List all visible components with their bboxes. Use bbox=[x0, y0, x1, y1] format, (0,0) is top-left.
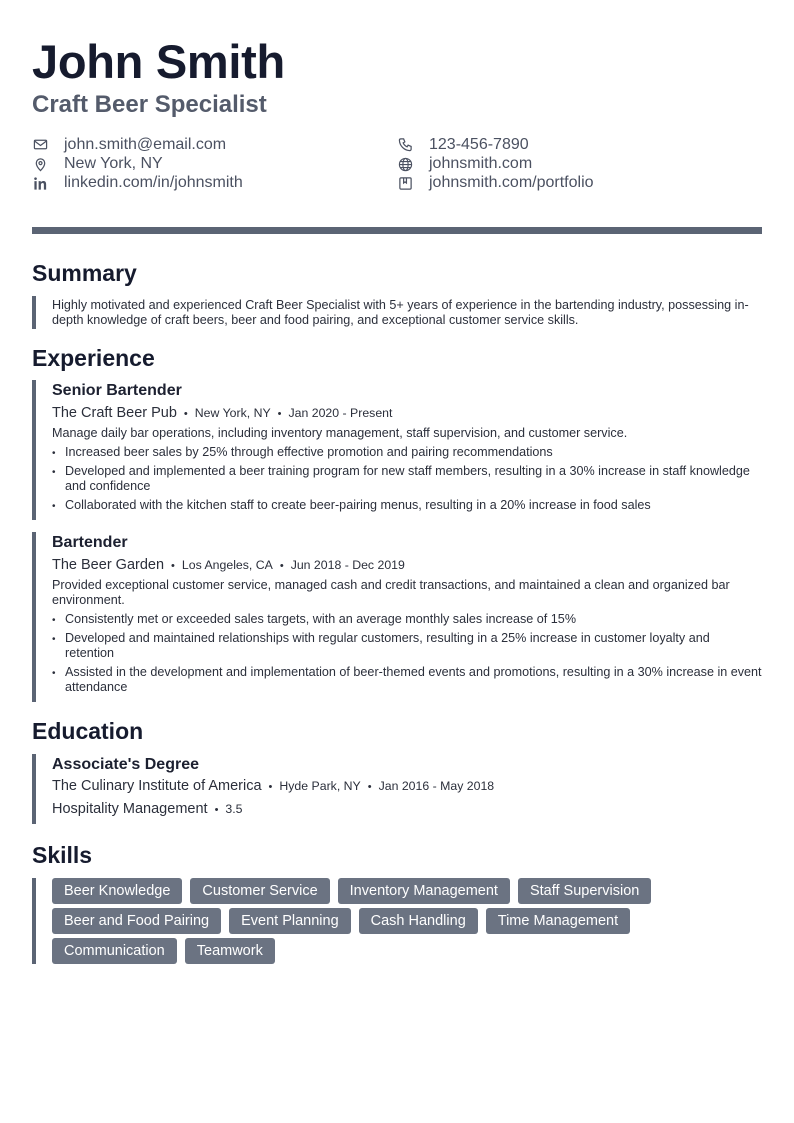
field-of-study: Hospitality Management bbox=[52, 800, 208, 817]
school-dates: Jan 2016 - May 2018 bbox=[378, 778, 495, 793]
job-dates: Jun 2018 - Dec 2019 bbox=[290, 558, 405, 573]
job-title: Senior Bartender bbox=[52, 382, 182, 400]
separator-dot: • bbox=[214, 803, 219, 816]
skill-chip: Customer Service bbox=[190, 878, 329, 904]
separator-dot: • bbox=[268, 780, 273, 793]
summary-text: Highly motivated and experienced Craft Beer Specialist with 5+ years of experience in the bartending industry, possessing in-depth knowledge of craft beers, beer and food pairing, and exceptional customer service skills. bbox=[52, 297, 749, 327]
list-item: • Assisted in the development and implementation of beer-themed events and promotions, resulting in a 30% increase in event attendance bbox=[52, 665, 762, 695]
job-title: Bartender bbox=[52, 534, 128, 552]
contact-linkedin[interactable] bbox=[32, 174, 397, 193]
skill-chip: Staff Supervision bbox=[518, 878, 651, 904]
candidate-title: Craft Beer Specialist bbox=[32, 91, 267, 119]
school-line bbox=[52, 775, 762, 798]
contact-location bbox=[32, 155, 397, 174]
contact-website-text: johnsmith.com bbox=[429, 155, 533, 173]
job-description: Provided exceptional customer service, managed cash and credit transactions, and maintained a clean and organized bar environment. bbox=[52, 578, 730, 608]
job-bullets bbox=[52, 612, 762, 695]
portfolio-icon bbox=[397, 175, 413, 191]
job-bullets bbox=[52, 445, 762, 513]
contact-email[interactable] bbox=[32, 135, 397, 154]
gpa-value: 3.5 bbox=[225, 801, 243, 816]
contact-location-text: New York, NY bbox=[64, 155, 163, 173]
summary-heading: Summary bbox=[32, 260, 137, 287]
skill-chip: Beer and Food Pairing bbox=[52, 908, 221, 934]
skill-chip: Cash Handling bbox=[359, 908, 478, 934]
contact-portfolio[interactable] bbox=[397, 174, 762, 193]
list-item: • Developed and maintained relationships with regular customers, resulting in a 25% increase in customer loyalty and retention bbox=[52, 631, 762, 661]
mail-icon bbox=[32, 137, 48, 153]
list-item: • Collaborated with the kitchen staff to create beer-pairing menus, resulting in a 20% increase in food sales bbox=[52, 498, 762, 513]
separator-dot: • bbox=[183, 408, 188, 421]
list-item: • Consistently met or exceeded sales targets, with an average monthly sales increase of 15% bbox=[52, 612, 762, 627]
list-item: • Developed and implemented a beer training program for new staff members, resulting in a 30% increase in staff knowledge and confidence bbox=[52, 464, 762, 494]
candidate-name: John Smith bbox=[32, 35, 285, 88]
globe-icon bbox=[397, 156, 413, 172]
skills-section bbox=[32, 842, 762, 964]
skill-chip: Inventory Management bbox=[338, 878, 510, 904]
experience-heading: Experience bbox=[32, 344, 155, 371]
linkedin-icon bbox=[32, 175, 48, 191]
contact-list bbox=[32, 135, 762, 193]
experience-section bbox=[32, 345, 762, 703]
skill-chip: Communication bbox=[52, 938, 177, 964]
job-meta-line bbox=[52, 554, 762, 577]
location-icon bbox=[32, 156, 48, 172]
separator-dot: • bbox=[279, 560, 284, 573]
job-location: New York, NY bbox=[194, 406, 271, 421]
job-entry bbox=[32, 532, 762, 702]
job-dates: Jan 2020 - Present bbox=[288, 406, 393, 421]
degree-title: Associate's Degree bbox=[52, 755, 199, 773]
header-divider bbox=[32, 227, 762, 234]
list-item: • Increased beer sales by 25% through effective promotion and pairing recommendations bbox=[52, 445, 762, 460]
summary-section bbox=[32, 260, 762, 329]
skills-block bbox=[32, 878, 762, 964]
education-heading: Education bbox=[32, 718, 144, 745]
phone-icon bbox=[397, 137, 413, 153]
job-company: The Beer Garden bbox=[52, 557, 165, 574]
skill-chip: Event Planning bbox=[229, 908, 351, 934]
school-location: Hyde Park, NY bbox=[279, 778, 361, 793]
job-description: Manage daily bar operations, including inventory management, staff supervision, and customer service. bbox=[52, 426, 628, 441]
field-line bbox=[52, 798, 762, 821]
contact-linkedin-text: linkedin.com/in/johnsmith bbox=[64, 174, 243, 192]
skills-heading: Skills bbox=[32, 841, 93, 868]
contact-portfolio-text: johnsmith.com/portfolio bbox=[429, 174, 594, 192]
job-company: The Craft Beer Pub bbox=[52, 405, 177, 422]
job-location: Los Angeles, CA bbox=[181, 558, 273, 573]
school-name: The Culinary Institute of America bbox=[52, 777, 262, 794]
education-section bbox=[32, 718, 762, 824]
education-entry bbox=[32, 754, 762, 824]
job-entry bbox=[32, 380, 762, 520]
skill-chip: Beer Knowledge bbox=[52, 878, 182, 904]
separator-dot: • bbox=[277, 408, 282, 421]
contact-phone[interactable] bbox=[397, 135, 762, 154]
summary-block bbox=[32, 296, 762, 329]
skill-chips bbox=[52, 878, 732, 964]
skill-chip: Teamwork bbox=[185, 938, 275, 964]
job-meta-line bbox=[52, 402, 762, 425]
contact-phone-text: 123-456-7890 bbox=[429, 135, 529, 153]
contact-website[interactable] bbox=[397, 155, 762, 174]
contact-email-text: john.smith@email.com bbox=[64, 135, 227, 153]
skill-chip: Time Management bbox=[486, 908, 630, 934]
separator-dot: • bbox=[367, 780, 372, 793]
separator-dot: • bbox=[171, 560, 175, 573]
